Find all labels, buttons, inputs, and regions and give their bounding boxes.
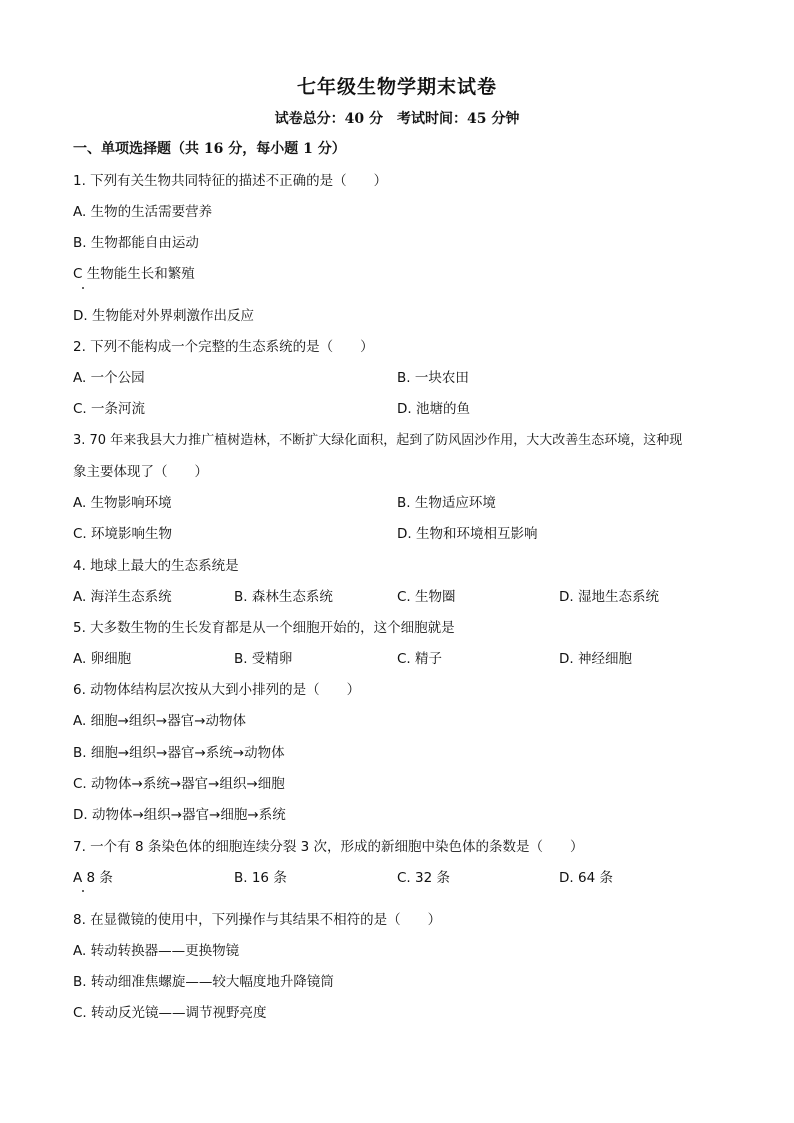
question-4-option-a: A. 海洋生态系统 [73,589,172,605]
question-5-stem: 5. 大多数生物的生长发育都是从一个细胞开始的，这个细胞就是 [73,620,455,636]
question-3-stem-line1: 3. 70 年来我县大力推广植树造林，不断扩大绿化面积，起到了防风固沙作用，大大改善生态环境，这种现 [73,433,683,448]
exam-title: 七年级生物学期末试卷 [296,76,497,98]
section-heading: 一、单项选择题（共 16 分，每小题 1 分） [73,141,346,157]
question-3-stem-line2: 象主要体现了（ ） [73,464,208,480]
question-2-option-c: C. 一条河流 [73,401,146,417]
question-8-stem: 8. 在显微镜的使用中，下列操作与其结果不相符的是（ ） [73,912,442,928]
stray-mark [82,287,84,289]
question-1-option-c: C 生物能生长和繁殖 [73,266,195,282]
question-1-option-b: B. 生物都能自由运动 [73,235,199,251]
question-4-stem: 4. 地球上最大的生态系统是 [73,558,239,574]
question-2-stem: 2. 下列不能构成一个完整的生态系统的是（ ） [73,339,374,355]
question-6-option-a: A. 细胞→组织→器官→动物体 [73,713,247,729]
time-info: 考试时间：45 分钟 [397,111,520,127]
question-3-option-a: A. 生物影响环境 [73,495,172,511]
question-1-option-d: D. 生物能对外界刺激作出反应 [73,308,254,324]
question-1-option-a: A. 生物的生活需要营养 [73,204,213,220]
question-6-option-b: B. 细胞→组织→器官→系统→动物体 [73,745,285,761]
question-8-option-a: A. 转动转换器——更换物镜 [73,943,240,959]
question-2-option-b: B. 一块农田 [397,370,469,386]
question-7-option-b: B. 16 条 [234,870,287,886]
question-4-option-b: B. 森林生态系统 [234,589,333,605]
question-4-option-d: D. 湿地生态系统 [559,589,659,605]
question-7-option-a: A 8 条 [73,870,113,886]
exam-subtitle [0,108,794,128]
question-6-stem: 6. 动物体结构层次按从大到小排列的是（ ） [73,682,361,698]
question-5-option-a: A. 卵细胞 [73,651,132,667]
question-6-option-d: D. 动物体→组织→器官→细胞→系统 [73,807,286,823]
question-7-stem: 7. 一个有 8 条染色体的细胞连续分裂 3 次，形成的新细胞中染色体的条数是（ ） [73,839,584,855]
question-8-option-b: B. 转动细准焦螺旋——较大幅度地升降镜筒 [73,974,334,990]
question-5-option-b: B. 受精卵 [234,651,293,667]
question-1-stem: 1. 下列有关生物共同特征的描述不正确的是（ ） [73,173,388,189]
question-3-option-d: D. 生物和环境相互影响 [397,526,538,542]
question-5-option-d: D. 神经细胞 [559,651,632,667]
question-3-option-c: C. 环境影响生物 [73,526,173,542]
question-8-option-c: C. 转动反光镜——调节视野亮度 [73,1005,267,1021]
question-2-option-a: A. 一个公园 [73,370,145,386]
stray-mark [82,890,84,892]
question-4-option-c: C. 生物圈 [397,589,456,605]
score-info: 试卷总分：40 分 [274,111,383,127]
question-6-option-c: C. 动物体→系统→器官→组织→细胞 [73,776,285,792]
question-5-option-c: C. 精子 [397,651,443,667]
question-2-option-d: D. 池塘的鱼 [397,401,470,417]
question-7-option-c: C. 32 条 [397,870,450,886]
question-7-option-d: D. 64 条 [559,870,613,886]
question-3-option-b: B. 生物适应环境 [397,495,496,511]
